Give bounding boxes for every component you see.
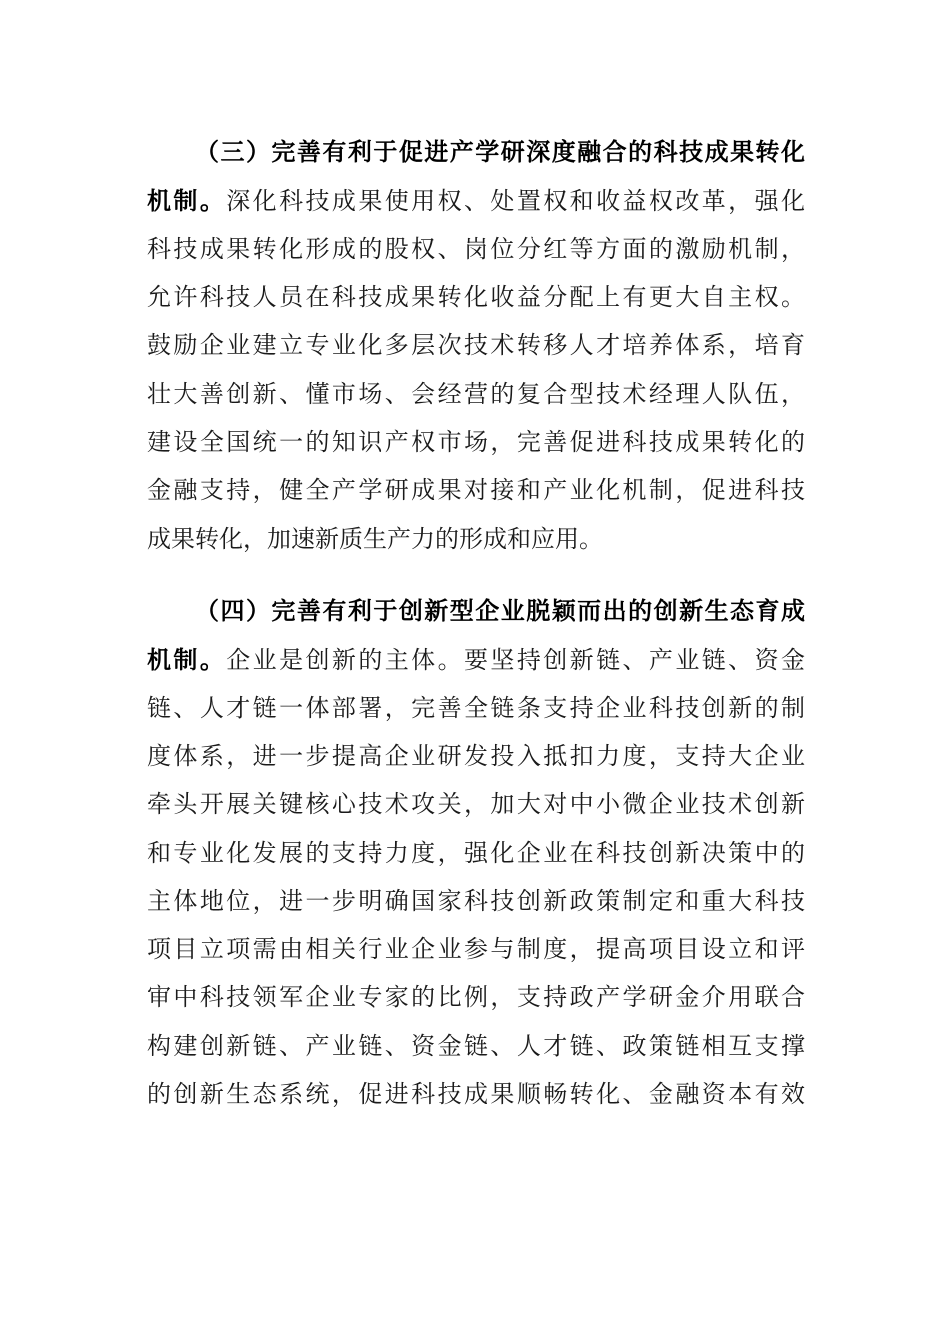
section-4-line-1	[147, 640, 805, 680]
section-4-line-4: 牵头开展关键核心技术攻关，加大对中小微企业技术创新	[147, 790, 805, 818]
section-4-heading: （四）完善有利于创新型企业脱颖而出的创新生态育成	[195, 597, 805, 625]
section-4-line-10: 的创新生态系统，促进科技成果顺畅转化、金融资本有效	[147, 1080, 805, 1108]
section-3-line-1	[147, 181, 805, 221]
section-3-line-2: 科技成果转化形成的股权、岗位分红等方面的激励机制，	[147, 235, 805, 263]
section-4-body: 企业是创新的主体。要坚持创新链、产业链、资金	[226, 646, 805, 674]
section-3-body: 深化科技成果使用权、处置权和收益权改革，强化	[226, 187, 805, 215]
section-4-line-3: 度体系，进一步提高企业研发投入抵扣力度，支持大企业	[147, 742, 805, 770]
section-3-line-4: 鼓励企业建立专业化多层次技术转移人才培养体系，培育	[147, 331, 805, 359]
section-3-line-5: 壮大善创新、懂市场、会经营的复合型技术经理人队伍，	[147, 380, 805, 408]
section-4-line-6: 主体地位，进一步明确国家科技创新政策制定和重大科技	[147, 887, 805, 915]
section-4-heading-tail: 机制。	[147, 646, 227, 674]
section-3-line-3: 允许科技人员在科技成果转化收益分配上有更大自主权。	[147, 283, 805, 311]
section-3-line-8: 成果转化，加速新质生产力的形成和应用。	[147, 525, 603, 553]
section-3-line-7: 金融支持，健全产学研成果对接和产业化机制，促进科技	[147, 476, 805, 504]
section-4-line-8: 审中科技领军企业专家的比例，支持政产学研金介用联合	[147, 983, 805, 1011]
section-3-heading-tail: 机制。	[147, 187, 227, 215]
section-4-line-7: 项目立项需由相关行业企业参与制度，提高项目设立和评	[147, 935, 805, 963]
section-4-line-9: 构建创新链、产业链、资金链、人才链、政策链相互支撑	[147, 1032, 805, 1060]
section-3-line-6: 建设全国统一的知识产权市场，完善促进科技成果转化的	[147, 428, 805, 456]
section-4-line-5: 和专业化发展的支持力度，强化企业在科技创新决策中的	[147, 839, 805, 867]
section-3-heading: （三）完善有利于促进产学研深度融合的科技成果转化	[195, 138, 805, 166]
section-4-line-2: 链、人才链一体部署，完善全链条支持企业科技创新的制	[147, 694, 805, 722]
